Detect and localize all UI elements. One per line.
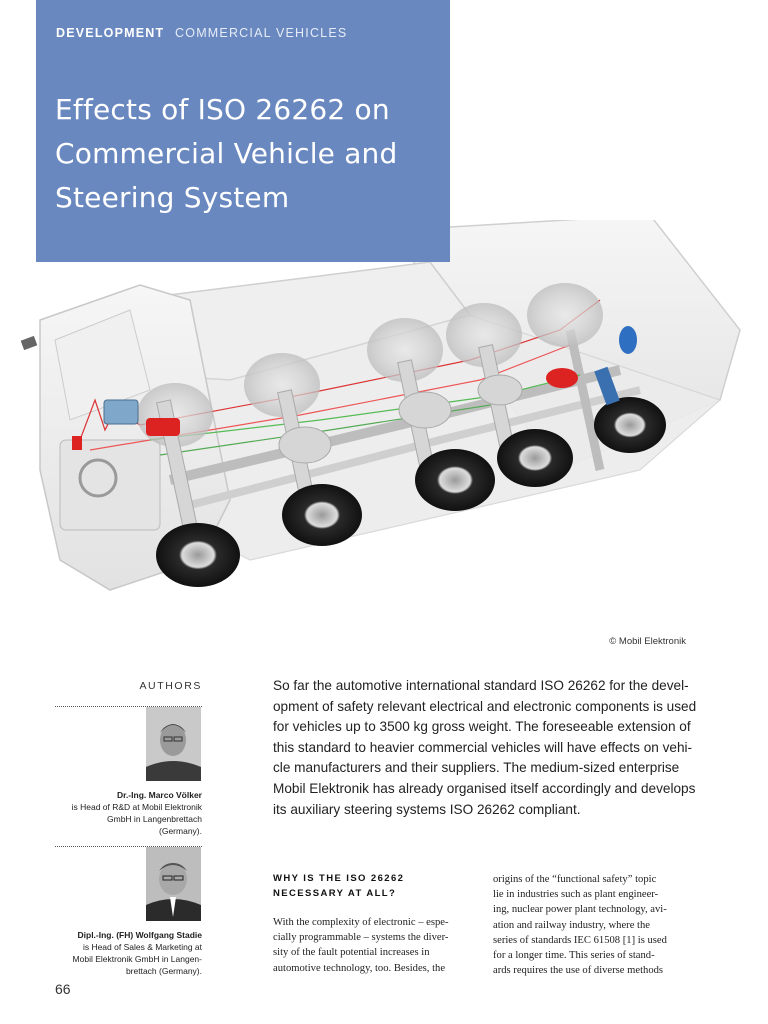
- lead-line: Mobil Elektronik has already organised itself accordingly and develops: [273, 780, 696, 796]
- page-number: 66: [55, 981, 71, 997]
- author-bio: [55, 929, 202, 977]
- section-label: DEVELOPMENT: [56, 26, 165, 40]
- body-paragraph: [493, 872, 698, 978]
- body-line: With the complexity of electronic – espe-: [273, 917, 449, 928]
- section-heading-line: NECESSARY AT ALL?: [273, 887, 397, 899]
- lead-paragraph: [273, 676, 703, 820]
- body-column-2: [493, 872, 698, 978]
- body-line: ards requires the use of diverse methods: [493, 965, 664, 977]
- image-credit: © Mobil Elektronik: [609, 636, 686, 647]
- lead-line: So far the automotive international standard ISO 26262 for the devel-: [273, 678, 689, 693]
- truck-chassis-illustration: [0, 220, 768, 640]
- author-bio-line: GmbH in Langenbrettach: [107, 814, 202, 824]
- lead-line: cle manufacturers and their suppliers. The medium-sized enterprise: [273, 760, 680, 776]
- title-panel: [36, 0, 450, 262]
- title-line: Steering System: [55, 181, 290, 214]
- body-line: lie in industries such as plant engineer-: [493, 889, 659, 901]
- subsection-label: COMMERCIAL VEHICLES: [175, 26, 348, 40]
- body-line: for a longer time. This series of stand-: [493, 950, 655, 962]
- body-line: cially programmable – systems the diver-: [273, 932, 449, 944]
- body-line: origins of the “functional safety” topic: [493, 874, 657, 885]
- body-line: series of standards IEC 61508 [1] is used: [493, 934, 667, 946]
- author-portrait: [146, 847, 201, 921]
- article-title: [55, 88, 435, 220]
- body-paragraph: [273, 915, 473, 976]
- lead-line: for vehicles up to 3500 kg gross weight. The foreseeable extension of: [273, 719, 691, 735]
- author-bio: [55, 789, 202, 837]
- title-line: Commercial Vehicle and: [55, 137, 398, 170]
- authors-heading: AUTHORS: [139, 680, 202, 692]
- author-portrait: [146, 707, 201, 781]
- author-bio-line: Mobil Elektronik GmbH in Langen-: [72, 954, 202, 964]
- body-column-1: [273, 872, 473, 976]
- body-line: automotive technology, too. Besides, the: [273, 962, 446, 974]
- author-name: Dr.-Ing. Marco Völker: [116, 790, 202, 800]
- body-line: ation and railway industry, where the: [493, 919, 650, 931]
- body-line: ing, nuclear power plant technology, avi-: [493, 904, 667, 916]
- body-line: sity of the fault potential increases in: [273, 947, 430, 959]
- author-name: Dipl.-Ing. (FH) Wolfgang Stadie: [77, 930, 202, 940]
- section-kicker: [56, 26, 347, 40]
- lead-line: this standard to heavier commercial vehicles will have effects on vehi-: [273, 739, 693, 755]
- author-bio-line: brettach (Germany).: [125, 966, 202, 976]
- author-bio-line: (Germany).: [159, 826, 202, 836]
- author-bio-line: is Head of R&D at Mobil Elektronik: [71, 802, 202, 812]
- author-bio-line: is Head of Sales & Marketing at: [82, 942, 202, 952]
- section-heading-line: WHY IS THE ISO 26262: [273, 873, 405, 884]
- lead-line: its auxiliary steering systems ISO 26262 compliant.: [273, 801, 581, 817]
- section-heading: [273, 872, 473, 901]
- title-line: Effects of ISO 26262 on: [55, 93, 390, 126]
- lead-line: opment of safety relevant electrical and electronic components is used: [273, 698, 697, 714]
